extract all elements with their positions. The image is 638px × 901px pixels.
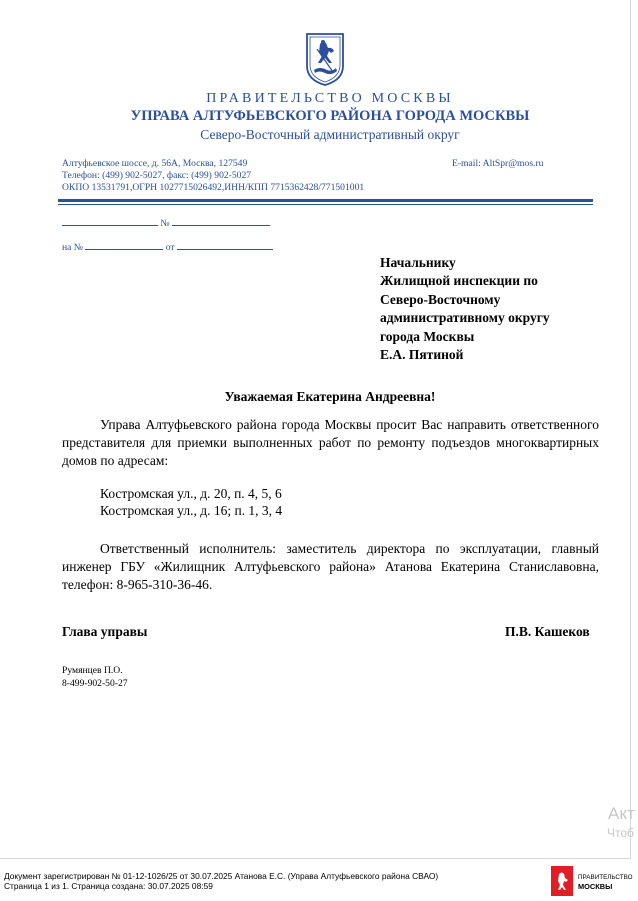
reference-date-blank [177,240,273,250]
executor-phone: 8-499-902-50-27 [62,678,128,689]
footer-logo-line2: МОСКВЫ [578,882,613,891]
addressee-line: Начальнику [380,255,456,270]
signatory-name: П.В. Кашеков [505,624,590,639]
executor-name: Румянцев П.О. [62,665,123,676]
object-address-1: Костромская ул., д. 20, п. 4, 5, 6 [100,486,282,501]
contact-block [62,158,364,194]
from-label: от [165,242,175,253]
addressee-block [380,254,550,364]
government-title: ПРАВИТЕЛЬСТВО МОСКВЫ [206,91,454,106]
email-address: E-mail: AltSpr@mos.ru [452,158,544,169]
addressee-line: города Москвы [380,328,475,344]
footer-registration-line: Документ зарегистрирован № 01-12-1026/25 от 30.07.2025 Атанова Е.С. (Управа Алтуфьевского района СВАО) [4,871,439,881]
footer-logo-line1: ПРАВИТЕЛЬСТВО [578,874,633,881]
district-name: Северо-Восточный административный округ [200,127,460,142]
postal-address: Алтуфьевское шоссе, д. 56А, Москва, 127549 [62,158,248,169]
registry-codes: ОКПО 13531791,ОГРН 1027715026492,ИНН/КПП 7715362428/771501001 [62,182,365,193]
greeting: Уважаемая Екатерина Андреевна! [224,389,436,404]
number-blank [172,216,270,226]
object-address-2: Костромская ул., д. 16; п. 1, 3, 4 [100,503,283,518]
header-divider-thin [58,204,593,205]
phone-fax: Телефон: (499) 902-5027, факс: (499) 902-5027 [62,170,252,181]
signatory-position: Глава управы [62,624,148,639]
activation-watermark-line1: Акт [608,804,635,823]
moscow-government-logo-icon [551,866,573,896]
header-divider-thick [58,199,593,202]
letter-paragraph-1: Управа Алтуфьевского района города Москвы просит Вас направить ответственного представителя для приемки выполненных работ по ремонту подъездов многоквартирных домов по адресам: [62,417,599,468]
activation-watermark-line2: Чтоб [607,826,634,840]
reference-label: на № [62,242,83,253]
letter-paragraph-2: Ответственный исполнитель: заместитель директора по эксплуатации, главный инженер ГБУ «Жилищник Алтуфьевского района» Атанова Екатерина Станиславовна, телефон: 8-965-310-36-46. [62,541,599,592]
addressee-line: Е.А. Пятиной [380,347,464,363]
organization-name: УПРАВА АЛТУФЬЕВСКОГО РАЙОНА ГОРОДА МОСКВЫ [130,108,530,124]
number-label: № [160,218,170,229]
executor-block [62,664,128,690]
page-edge-bottom [0,858,631,859]
registration-footer [4,871,438,891]
addressee-line: Жилищной инспекции по [380,273,538,289]
reference-number-blank [85,240,163,250]
moscow-coat-of-arms-icon [305,32,345,86]
registration-number-line [62,216,270,229]
addressee-line: Северо-Восточному [380,291,501,307]
date-blank [62,216,158,226]
footer-logo-text [578,873,632,892]
footer-page-line: Страница 1 из 1. Страница создана: 30.07.2025 08:59 [4,881,213,891]
addressee-line: административному округу [380,310,550,326]
reference-line [62,240,273,253]
